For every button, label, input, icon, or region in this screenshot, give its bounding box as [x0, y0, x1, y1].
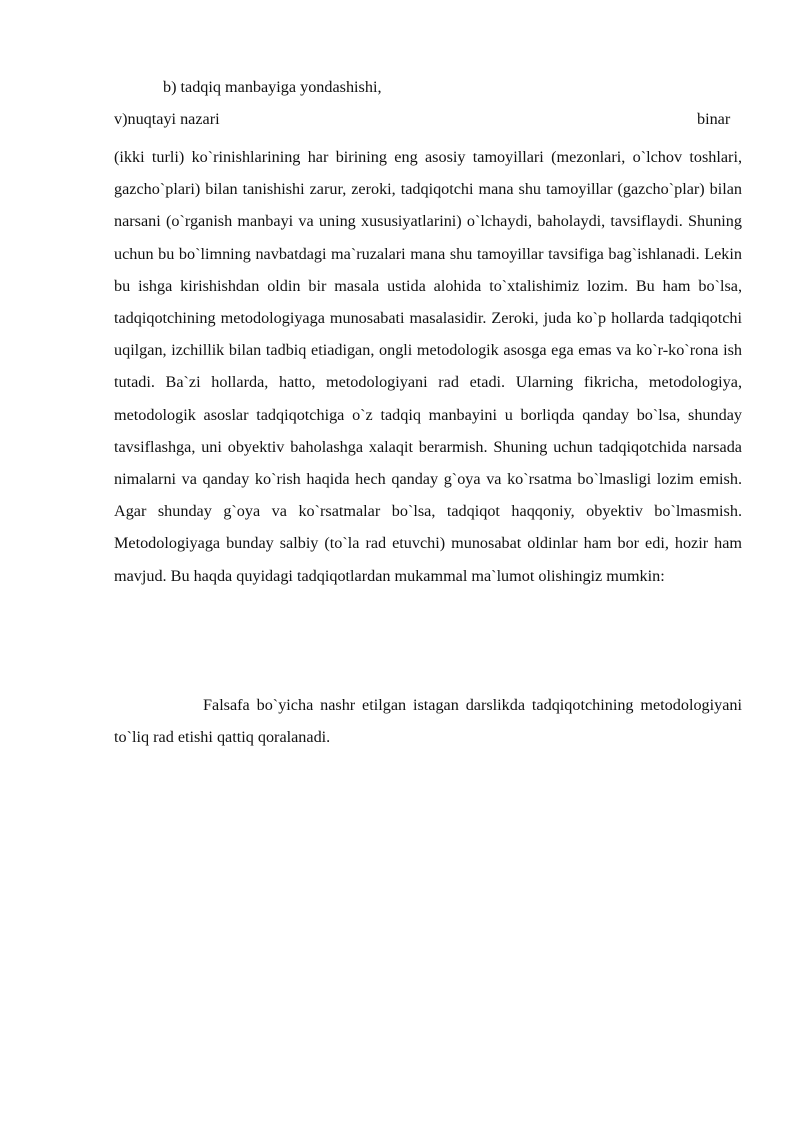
list-item-b: b) tadqiq manbayiga yondashishi, — [163, 78, 382, 96]
list-item-v-continuation: binar — [697, 110, 731, 128]
main-paragraph: (ikki turli) ko`rinishlarining har birining eng asosiy tamoyillari (mezonlari, o`lchov toshlari, gazcho`plari) bilan tanishishi zarur, zeroki, tadqiqotchi mana shu tamoyillar (gazcho`plar) bilan narsani (o`rganish manbayi va uning xususiyatlarini) o`lchaydi, baholaydi, tavsiflaydi. Shuning uchun bu bo`limning navbatdagi ma`ruzalari mana shu tamoyillar tavsifiga bag`ishlanadi. Lekin bu ishga kirishishdan oldin bir masala ustida alohida to`xtalishimiz lozim. Bu ham bo`lsa, tadqiqotchining metodologiyaga munosabati masalasidir. Zeroki, juda ko`p hollarda tadqiqotchi uqilgan, izchillik bilan tadbiq etiadigan, ongli metodologik asosga ega emas va ko`r-ko`rona ish tutadi. Ba`zi hollarda, hatto, metodologiyani rad etadi. Ularning fikricha, metodologiya, metodologik asoslar tadqiqotchiga o`z tadqiq manbayini u borliqda qanday bo`lsa, shunday tavsiflashga, uni obyektiv baholashga xalaqit berarmish. Shuning uchun tadqiqotchida narsada nimalarni va qanday ko`rish haqida hech qanday g`oya va ko`rsatma bo`lmasligi lozim emish. Agar shunday g`oya va ko`rsatmalar bo`lsa, tadqiqot haqqoniy, obyektiv bo`lmasmish. Metodologiyaga bunday salbiy (to`la rad etuvchi) munosabat oldinlar ham bor edi, hozir ham mavjud. Bu haqda quyidagi tadqiqotlardan mukammal ma`lumot olishingiz mumkin: — [114, 148, 742, 585]
second-paragraph: Falsafa bo`yicha nashr etilgan istagan darslikda tadqiqotchining metodologiyani to`liq rad etishi qattiq qoralanadi. — [114, 696, 742, 747]
list-item-v: v)nuqtayi nazari — [114, 110, 220, 128]
